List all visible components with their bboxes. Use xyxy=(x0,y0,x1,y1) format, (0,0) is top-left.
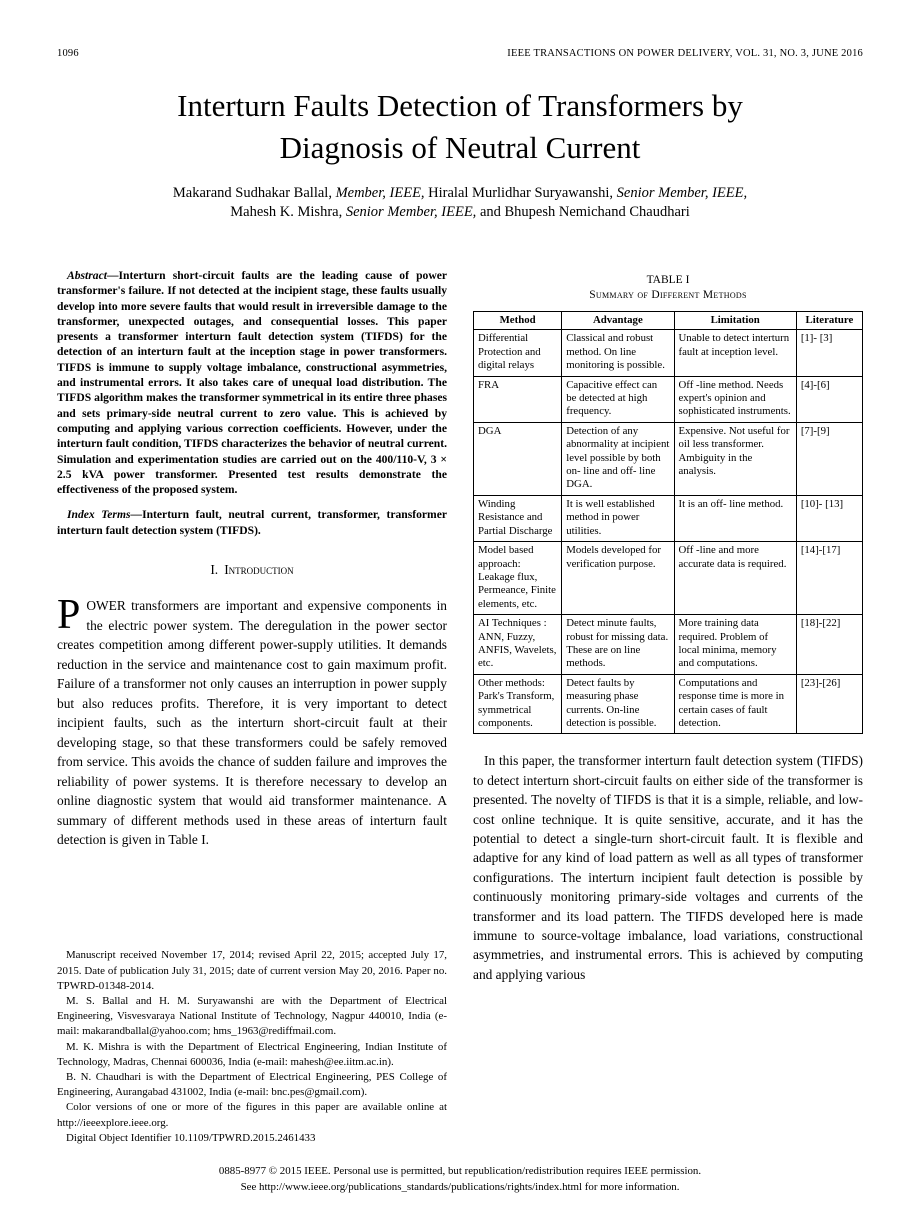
cell-limitation: Off -line method. Needs expert's opinion and sophisticated instruments. xyxy=(674,376,796,422)
author-line xyxy=(57,184,863,221)
table-row xyxy=(474,376,863,422)
table-1-label: TABLE I xyxy=(646,274,690,286)
author-line-2 xyxy=(57,203,863,222)
table-row xyxy=(474,615,863,675)
abstract-text: Interturn short-circuit faults are the leading cause of power transformer's failure. If not detected at the incipient stage, these faults usually develop into more severe faults that would result in irreversible damage to the transformer, unexpected outages, and consequential losses. This paper presents a transformer interturn fault detection system (TIFDS) for the detection of an interturn fault at the inception stage in power transformers. TIFDS is immune to supply voltage imbalance, constructional asymmetries, and instrumental errors. It also takes care of unequal load distribution. The TIFDS algorithm makes the transformer symmetrical in its entire three phases and sets primary-side neutral current to zero value. This is achieved by computing and applying various correction coefficients. However, under the interturn fault condition, TIFDS characterizes the behavior of neutral current. Simulation and experimentation studies are carried out on the 400/110-V, 3 × 2.5 kVA power transformer. Presented test results demonstrate the effectiveness of the proposed system. xyxy=(57,269,447,497)
cell-advantage: Detect faults by measuring phase currents. On-line detection is possible. xyxy=(562,674,674,734)
cell-limitation: Unable to detect interturn fault at inception level. xyxy=(674,330,796,376)
author-name: Mahesh K. Mishra, xyxy=(230,203,343,220)
author-membership: Member, IEEE, xyxy=(331,185,425,201)
paper-title xyxy=(57,85,863,169)
author-name: Hiralal Murlidhar Suryawanshi, xyxy=(424,185,614,201)
footnote-affiliation-1: M. S. Ballal and H. M. Suryawanshi are with the Department of Electrical Engineering, Visvesvaraya National Institute of Technology, Nagpur 440010, India (e-mail: makarandballal@yahoo.com; hms_1963@rediffmail.com. xyxy=(57,994,447,1038)
author-line-1 xyxy=(57,184,863,203)
page-number: 1096 xyxy=(57,48,79,59)
cell-limitation: Off -line and more accurate data is required. xyxy=(674,542,796,615)
table-1-title: Summary of Different Methods xyxy=(589,288,747,301)
footnote-doi: Digital Object Identifier 10.1109/TPWRD.2015.2461433 xyxy=(66,1131,316,1144)
author-name: Makarand Sudhakar Ballal, xyxy=(172,185,332,201)
table-header-row xyxy=(474,312,863,330)
author-name: and Bhupesh Nemichand Chaudhari xyxy=(476,203,690,220)
footnote-manuscript: Manuscript received November 17, 2014; revised April 22, 2015; accepted July 17, 2015. Date of publication July 31, 2015; date of current version May 20, 2016. Paper no. TPWRD-01348-2014. xyxy=(57,949,447,992)
cell-method: Differential Protection and digital relays xyxy=(474,330,562,376)
paper-title-line2: Diagnosis of Neutral Current xyxy=(279,130,641,165)
introduction-paragraph xyxy=(57,592,447,850)
introduction-text: transformers are important and expensive components in the electric power system. The deregulation in the power sector creates competition among different power-supply utilities. It demands reduction in the service and maintenance cost to gain maximum profit. Failure of a transformer not only causes an interruption in power supply but also reduces profits. Therefore, it is very important to detect incipient faults, such as the interturn short-circuit fault at their developing stage, so that these transformers could be safely removed from service. This avoids the chance of sudden failure and improves the reliability of power systems. It is therefore necessary to develop an online diagnostic system that would aid transformer maintenance. A summary of different methods used in these areas of interturn fault detection is given in Table I. xyxy=(57,598,447,848)
cell-advantage: Capacitive effect can be detected at high frequency. xyxy=(562,376,674,422)
cell-method: FRA xyxy=(474,376,562,422)
copyright-footer xyxy=(0,1164,920,1195)
left-column xyxy=(57,268,447,1146)
footnote-color-versions: Color versions of one or more of the figures in this paper are available online at http://ieeexplore.ieee.org. xyxy=(57,1101,447,1129)
cell-method: Winding Resistance and Partial Discharge xyxy=(474,495,562,541)
cell-advantage: Detect minute faults, robust for missing data. These are on line methods. xyxy=(562,615,674,675)
section-title: Introduction xyxy=(224,562,294,578)
cell-literature: [1]- [3] xyxy=(796,330,862,376)
table-row xyxy=(474,495,863,541)
abstract xyxy=(57,268,447,497)
author-membership: Senior Member, IEEE, xyxy=(342,203,477,220)
index-terms-text: Interturn fault, neutral current, transformer, transformer interturn fault detection system (TIFDS). xyxy=(57,508,447,537)
cell-literature: [18]-[22] xyxy=(796,615,862,675)
cell-method: AI Techniques : ANN, Fuzzy, ANFIS, Wavelets, etc. xyxy=(474,615,562,675)
cell-literature: [7]-[9] xyxy=(796,422,862,495)
cell-advantage: Models developed for verification purpose. xyxy=(562,542,674,615)
cell-limitation: More training data required. Problem of local minima, memory and computations. xyxy=(674,615,796,675)
cell-method: DGA xyxy=(474,422,562,495)
footnote-affiliation-2: M. K. Mishra is with the Department of Electrical Engineering, Indian Institute of Technology, Madras, Chennai 600036, India (e-mail: mahesh@ee.iitm.ac.in). xyxy=(57,1040,447,1068)
cell-limitation: Computations and response time is more in certain cases of fault detection. xyxy=(674,674,796,734)
table-header-advantage: Advantage xyxy=(562,312,674,330)
cell-limitation: Expensive. Not useful for oil less transformer. Ambiguity in the analysis. xyxy=(674,422,796,495)
introduction-lead-caps: OWER xyxy=(86,598,126,614)
body-paragraph: In this paper, the transformer interturn fault detection system (TIFDS) to detect interturn short-circuit faults on either side of the transformer is presented. The novelty of TIFDS is that it is a simple, reliable, and low-cost online technique. It is quite sensitive, accurate, and it has the potential to detect a single-turn short-circuit fault. It is flexible and adaptive for any kind of load pattern as well as all types of transformer configurations. The interturn incipient fault detection is possible by continuously monitoring primary-side voltages and currents of the transformer and its load pattern. The TIFDS developed here is made immune to source-voltage imbalance, load variations, constructional asymmetries, and instrumental errors. This is achieved by computing and applying various xyxy=(473,753,863,982)
section-number: I. xyxy=(210,562,219,578)
abstract-lead: Abstract— xyxy=(67,269,119,282)
index-terms xyxy=(57,507,447,538)
table-header-literature: Literature xyxy=(796,312,862,330)
copyright-line: 0885-8977 © 2015 IEEE. Personal use is permitted, but republication/redistribution requires IEEE permission. xyxy=(218,1165,702,1177)
footnote-affiliation-3: B. N. Chaudhari is with the Department of Electrical Engineering, PES College of Engineering, Aurangabad 431002, India (e-mail: bnc.pes@gmail.com). xyxy=(57,1070,447,1099)
cell-method: Other methods: Park's Transform, symmetrical components. xyxy=(474,674,562,734)
paper-title-line1: Interturn Faults Detection of Transformers by xyxy=(177,88,743,123)
table-header-limitation: Limitation xyxy=(674,312,796,330)
first-page-footnotes xyxy=(57,948,447,1146)
running-head xyxy=(57,48,863,59)
author-membership: Senior Member, IEEE, xyxy=(613,185,748,201)
cell-method: Model based approach: Leakage flux, Permeance, Finite elements, etc. xyxy=(474,542,562,615)
table-row xyxy=(474,542,863,615)
section-heading-introduction xyxy=(57,562,447,578)
index-terms-lead: Index Terms— xyxy=(67,508,143,522)
right-column xyxy=(473,268,863,1146)
table-row xyxy=(474,422,863,495)
cell-literature: [10]- [13] xyxy=(796,495,862,541)
table-row xyxy=(474,330,863,376)
cell-advantage: Detection of any abnormality at incipient level possible by both on- line and off- line DGA. xyxy=(562,422,674,495)
cell-literature: [4]-[6] xyxy=(796,376,862,422)
journal-title: IEEE TRANSACTIONS ON POWER DELIVERY, VOL. 31, NO. 3, JUNE 2016 xyxy=(507,48,863,59)
table-1-caption xyxy=(473,273,863,302)
drop-cap: P xyxy=(57,592,81,639)
cell-advantage: Classical and robust method. On line monitoring is possible. xyxy=(562,330,674,376)
cell-literature: [14]-[17] xyxy=(796,542,862,615)
copyright-url-line: See http://www.ieee.org/publications_standards/publications/rights/index.html for more information. xyxy=(240,1180,680,1193)
cell-limitation: It is an off- line method. xyxy=(674,495,796,541)
cell-advantage: It is well established method in power utilities. xyxy=(562,495,674,541)
table-header-method: Method xyxy=(474,312,562,330)
table-1 xyxy=(473,311,863,734)
two-column-body xyxy=(57,268,863,1146)
table-row xyxy=(474,674,863,734)
cell-literature: [23]-[26] xyxy=(796,674,862,734)
